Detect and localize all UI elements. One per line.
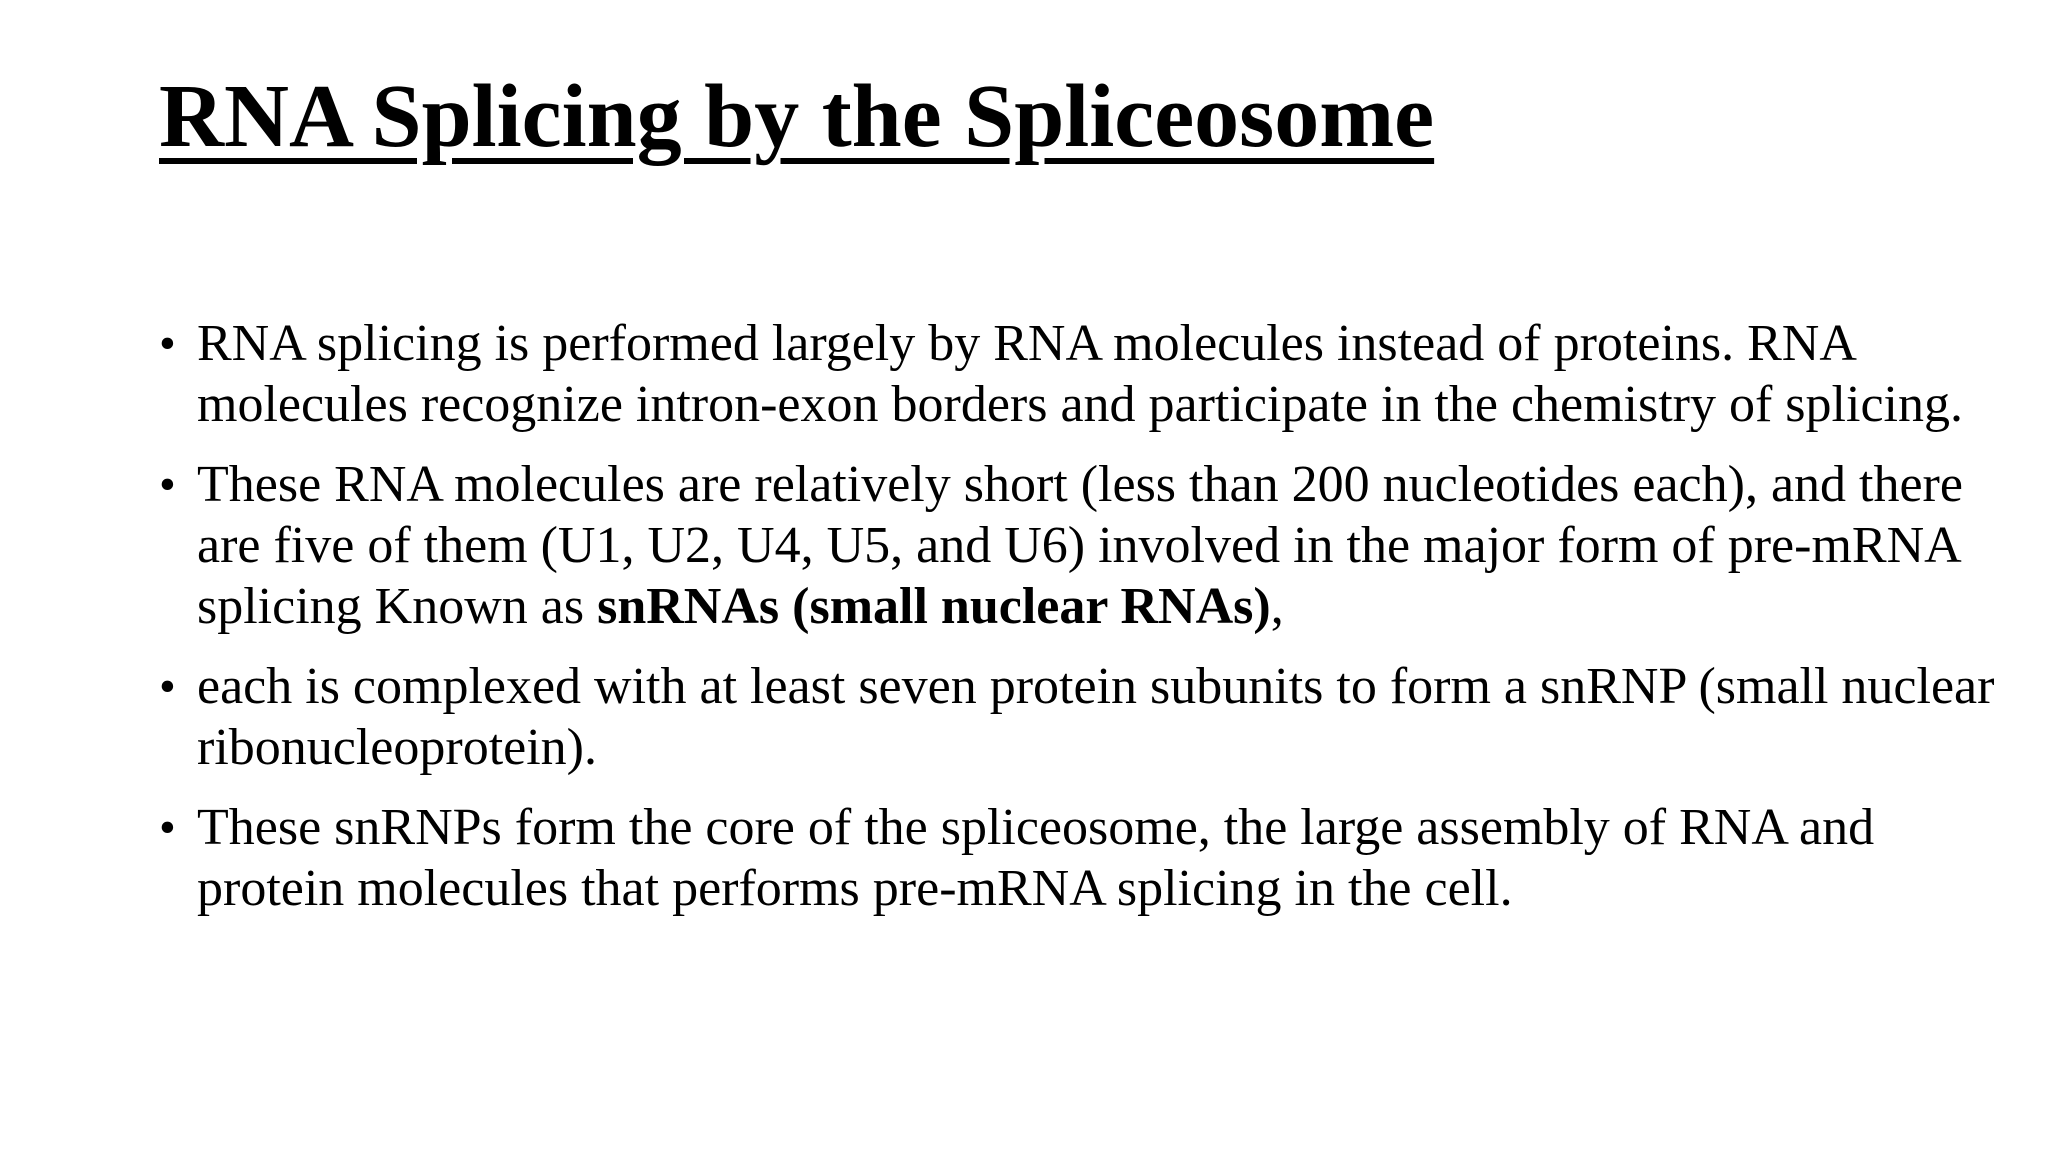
bullet-dot-icon: •: [159, 317, 176, 370]
bullet-text: [197, 454, 1999, 637]
bullet-item-3: [159, 656, 1999, 778]
slide-title: RNA Splicing by the Spliceosome: [159, 67, 1435, 166]
bullet-text-regular: These RNA molecules are relatively short (less than 200 nucleotides each), and there are five of them (U1, U2, U4, U5, and U6) involved in the major form of pre-mRNA splicing Known as: [197, 456, 1963, 635]
bullet-dot-icon: •: [159, 458, 176, 511]
bullet-item-4: [159, 797, 1999, 919]
bullet-dot-icon: •: [159, 660, 176, 713]
bullet-dot-icon: •: [159, 801, 176, 854]
bullet-text-trailing: ,: [1270, 578, 1284, 635]
bullet-text: These snRNPs form the core of the spliceosome, the large assembly of RNA and protein molecules that performs pre-mRNA splicing in the cell.: [197, 799, 1875, 917]
bullet-text: each is complexed with at least seven protein subunits to form a snRNP (small nuclear ribonucleoprotein).: [197, 658, 1995, 776]
bullet-item-1: [159, 313, 1999, 435]
bullet-item-2: [159, 454, 1999, 637]
bullet-text-bold: snRNAs (small nuclear RNAs): [597, 578, 1271, 635]
bullet-list: [159, 313, 1999, 938]
bullet-text: RNA splicing is performed largely by RNA molecules instead of proteins. RNA molecules recognize intron-exon borders and participate in the chemistry of splicing.: [197, 315, 1963, 433]
